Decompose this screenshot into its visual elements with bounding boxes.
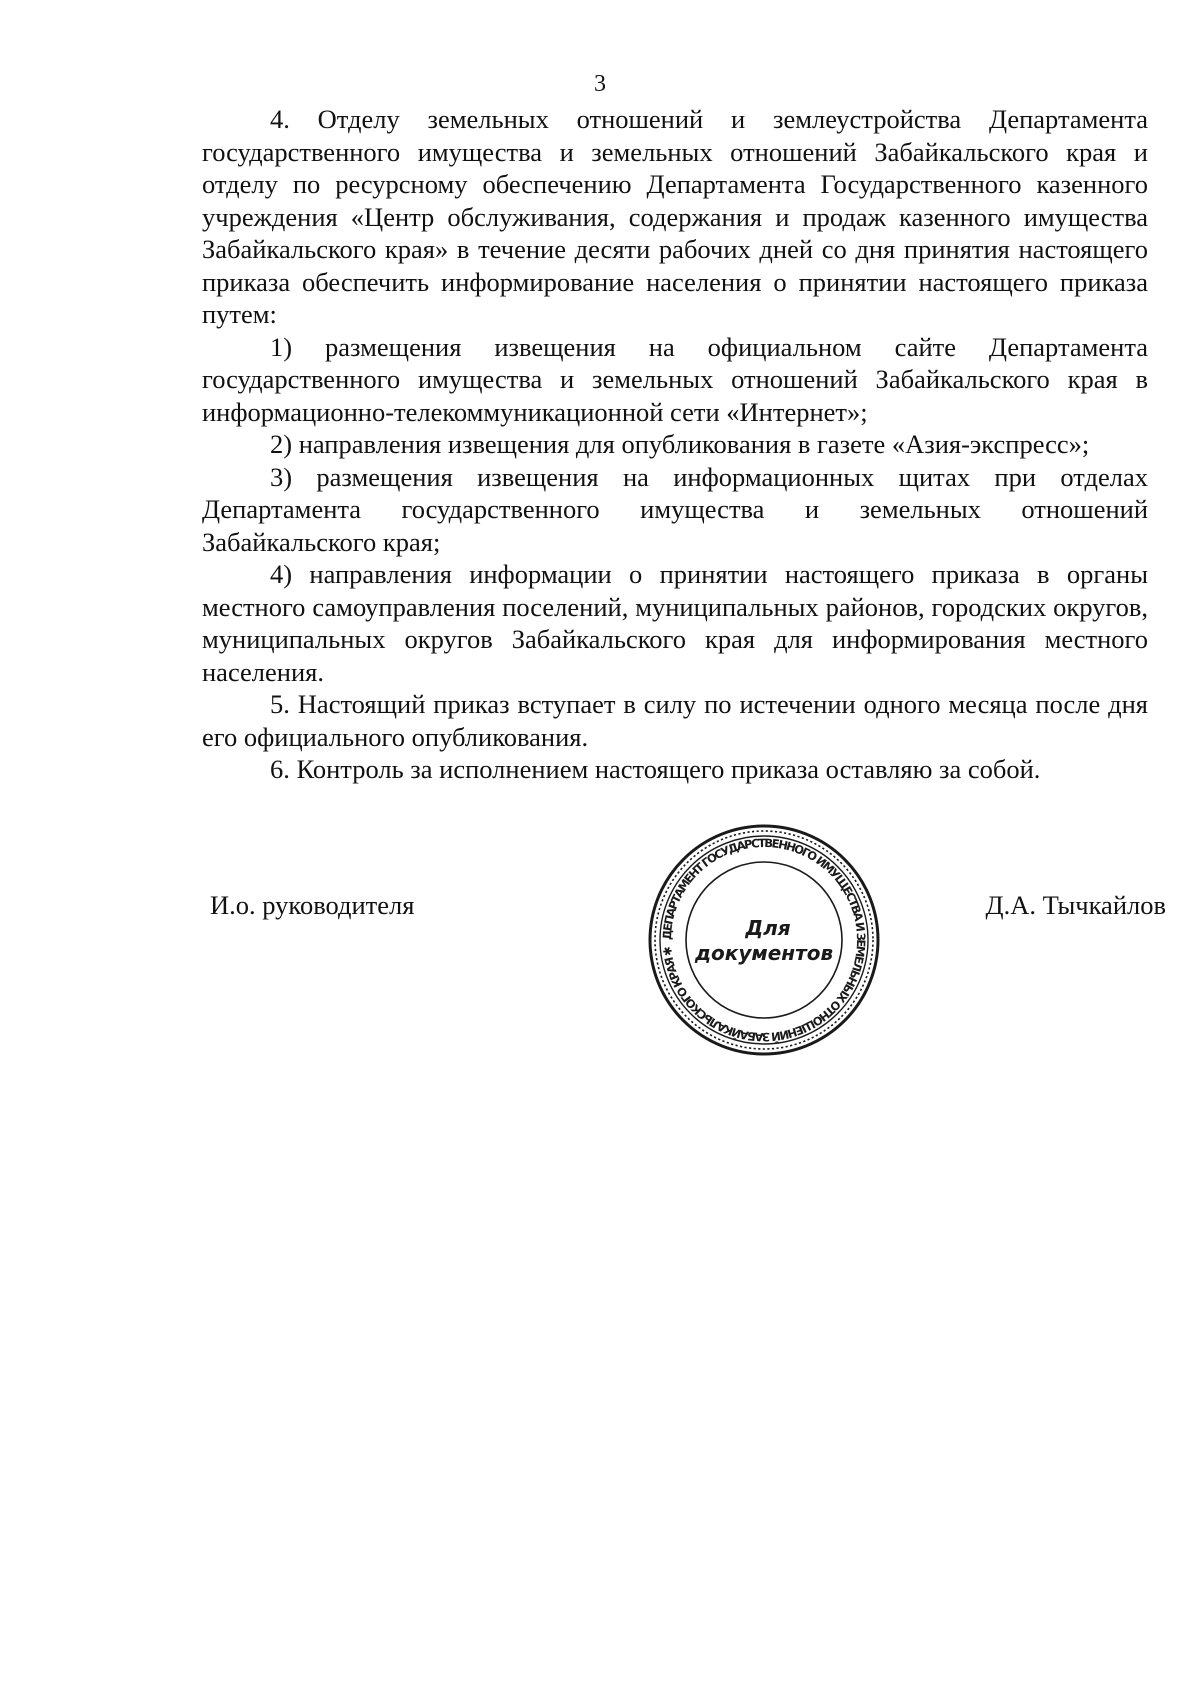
paragraph-6: 6. Контроль за исполнением настоящего приказа оставляю за собой. [270, 754, 1041, 784]
page-number: 3 [594, 71, 606, 97]
paragraph-4-item-1: 1) размещения извещения на официальном сайте Департамента государственного имущества и земельных отношений Забайкальского края в информационно-телекоммуникационной сети «Интернет»; [202, 331, 1148, 427]
document-body [202, 103, 1148, 786]
signatory-title: И.о. руководителя [210, 890, 415, 920]
seal-center-line-1: Для [745, 916, 791, 940]
paragraph-4-item-2: 2) направления извещения для опубликования в газете «Азия-экспресс»; [270, 429, 1090, 459]
seal-center-line-2: документов [694, 941, 834, 965]
paragraph-4: 4. Отделу земельных отношений и землеустройства Департамента государственного имущества и земельных отношений Забайкальского края и отделу по ресурсному обеспечению Департамента Государственного казенного учреждения «Центр обслуживания, содержания и продаж казенного имущества Забайкальского края» в течение десяти рабочих дней со дня принятия настоящего приказа обеспечить информирование населения о принятии настоящего приказа путем: [202, 104, 1148, 329]
seal-ring-text: ДЕПАРТАМЕНТ ГОСУДАРСТВЕННОГО ИМУЩЕСТВА И ЗЕМЕЛЬНЫХ ОТНОШЕНИЙ ЗАБАЙКАЛЬСКОГО КРАЯ ✱ [659, 835, 869, 1045]
seal-stamp-graphic [646, 822, 882, 1058]
paragraph-4-item-3: 3) размещения извещения на информационных щитах при отделах Департамента государственного имущества и земельных отношений Забайкальского края; [202, 461, 1148, 557]
paragraph-5: 5. Настоящий приказ вступает в силу по истечении одного месяца после дня его официального опубликования. [202, 689, 1148, 752]
paragraph-4-item-4: 4) направления информации о принятии настоящего приказа в органы местного самоуправления поселений, муниципальных районов, городских округов, муниципальных округов Забайкальского края для информирования местного населения. [202, 559, 1148, 687]
signatory-name: Д.А. Тычкайлов [985, 890, 1166, 920]
official-seal [646, 822, 882, 1058]
